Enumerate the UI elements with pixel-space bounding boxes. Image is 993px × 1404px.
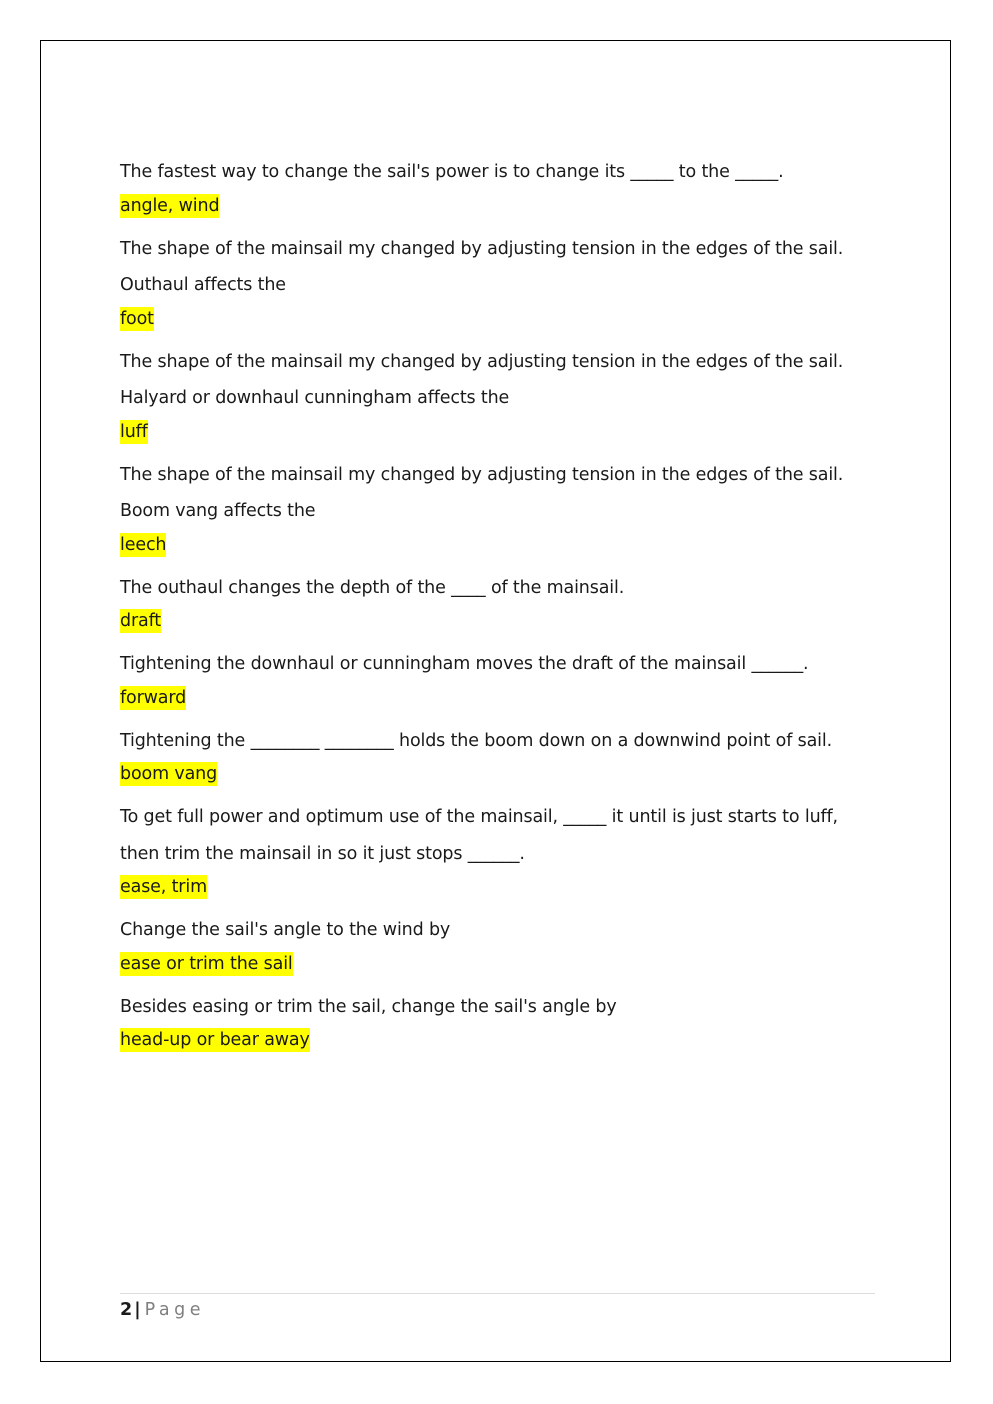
qa-item [120, 231, 880, 331]
page-footer [120, 1293, 875, 1322]
question-text: The shape of the mainsail my changed by adjusting tension in the edges of the sail. Boom vang affects the [120, 464, 844, 521]
answer-highlight: ease or trim the sail [120, 953, 293, 974]
answer-highlight: angle, wind [120, 195, 220, 216]
qa-item [120, 646, 880, 710]
page-word: Page [144, 1300, 205, 1320]
answer-highlight: boom vang [120, 764, 218, 784]
qa-item [120, 912, 880, 976]
question-text: Besides easing or trim the sail, change the sail's angle by [120, 996, 617, 1017]
qa-item [120, 154, 880, 218]
question-text: The shape of the mainsail my changed by adjusting tension in the edges of the sail. Outhaul affects the [120, 238, 844, 295]
answer-highlight: head-up or bear away [120, 1030, 310, 1050]
answer-highlight: foot [120, 308, 154, 329]
document-page [40, 40, 951, 1362]
qa-item [120, 457, 880, 557]
question-text: Tightening the ________ ________ holds the boom down on a downwind point of sail. [120, 730, 833, 751]
qa-item [120, 570, 880, 634]
qa-item [120, 344, 880, 444]
quiz-content [120, 154, 880, 1065]
qa-item [120, 799, 880, 899]
answer-highlight: draft [120, 611, 161, 631]
question-text: Tightening the downhaul or cunningham moves the draft of the mainsail ______. [120, 654, 809, 674]
answer-highlight: ease, trim [120, 877, 207, 897]
qa-item [120, 723, 880, 787]
question-text: The outhaul changes the depth of the ____ of the mainsail. [120, 577, 625, 598]
question-text: The fastest way to change the sail's power is to change its _____ to the _____. [120, 162, 784, 182]
answer-highlight: forward [120, 687, 187, 708]
page-separator: | [134, 1300, 141, 1320]
question-text: To get full power and optimum use of the mainsail, _____ it until is just starts to luff, then trim the mainsail in so it just stops ______. [120, 807, 838, 864]
qa-item [120, 989, 880, 1053]
question-text: Change the sail's angle to the wind by [120, 920, 451, 940]
page-number: 2 [120, 1300, 133, 1320]
answer-highlight: luff [120, 421, 148, 442]
question-text: The shape of the mainsail my changed by adjusting tension in the edges of the sail. Halyard or downhaul cunningham affects the [120, 351, 844, 408]
answer-highlight: leech [120, 534, 167, 555]
footer-divider [120, 1293, 875, 1294]
page-number-label [120, 1298, 875, 1322]
